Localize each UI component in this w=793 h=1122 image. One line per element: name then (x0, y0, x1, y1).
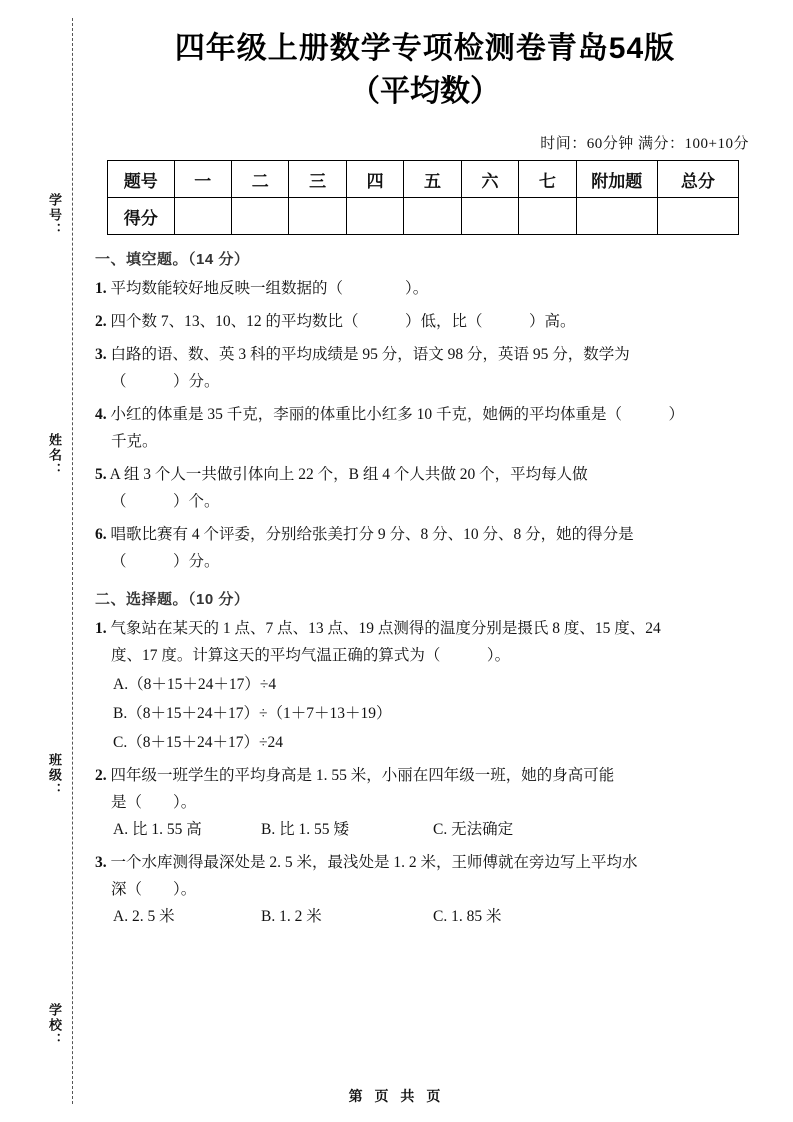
table-row-headers (108, 161, 739, 198)
exam-meta: 时间：60分钟 满分：100+10分 (540, 136, 749, 152)
student-info-side-labels (28, 18, 64, 1104)
question-2-3-option-c[interactable]: C. 1. 85 米 (433, 908, 502, 925)
score-cell-6[interactable] (519, 198, 576, 235)
score-cell-4[interactable] (404, 198, 461, 235)
score-table-col-2: 三 (289, 161, 346, 198)
question-number: 5. (95, 466, 107, 483)
question-1-5 (95, 461, 755, 488)
score-table-col-7: 附加题 (576, 161, 657, 198)
question-2-1-option-c[interactable]: C.（8＋15＋24＋17）÷24 (113, 734, 283, 751)
score-table-row-label-0: 题号 (108, 161, 175, 198)
score-table-row-label-1: 得分 (108, 198, 175, 235)
score-cell-2[interactable] (289, 198, 346, 235)
question-text: 平均数能较好地反映一组数据的（ ）。 (110, 280, 429, 297)
question-1-3-line2: （ ）分。 (111, 373, 220, 390)
question-2-1 (95, 615, 755, 642)
page-title: 四年级上册数学专项检测卷青岛54版 (174, 32, 676, 65)
fold-dashed-line (72, 18, 73, 1104)
score-table-col-4: 五 (404, 161, 461, 198)
question-2-2-options (95, 816, 755, 843)
question-2-1-line2: 度、17 度。计算这天的平均气温正确的算式为（ ）。 (111, 647, 511, 664)
score-table-col-1: 二 (232, 161, 289, 198)
score-table-col-6: 七 (519, 161, 576, 198)
question-text: 四年级一班学生的平均身高是 1. 55 米，小丽在四年级一班，她的身高可能 (110, 767, 615, 784)
side-label-school: 学校： (47, 1003, 62, 1048)
section-heading-fill-blank: 一、填空题。（14 分） (95, 251, 250, 268)
score-table-col-5: 六 (461, 161, 518, 198)
side-label-student-id: 学号： (47, 193, 62, 238)
score-table-col-8: 总分 (657, 161, 738, 198)
score-table-col-0: 一 (174, 161, 231, 198)
question-2-2 (95, 762, 755, 789)
table-row-scores (108, 198, 739, 235)
score-cell-7[interactable] (576, 198, 657, 235)
score-cell-3[interactable] (346, 198, 403, 235)
score-table-col-3: 四 (346, 161, 403, 198)
question-text: 四个数 7、13、10、12 的平均数比（ ）低，比（ ）高。 (110, 313, 576, 330)
page-subtitle: （平均数） (350, 75, 500, 108)
question-number: 1. (95, 620, 107, 637)
question-2-2-line2: 是（ ）。 (111, 794, 197, 811)
question-text: 气象站在某天的 1 点、7 点、13 点、19 点测得的温度分别是摄氏 8 度、15 度、24 (110, 620, 661, 637)
question-2-3-option-b[interactable]: B. 1. 2 米 (261, 908, 322, 925)
question-1-6 (95, 521, 755, 548)
score-cell-8[interactable] (657, 198, 738, 235)
question-2-3-line2: 深（ ）。 (111, 881, 197, 898)
question-1-4 (95, 401, 755, 428)
side-label-class: 班级： (47, 753, 62, 798)
question-text: A 组 3 个人一共做引体向上 22 个，B 组 4 个人共做 20 个，平均每人做 (109, 466, 588, 483)
question-2-1-option-b[interactable]: B.（8＋15＋24＋17）÷（1＋7＋13＋19） (113, 705, 392, 722)
question-1-3 (95, 341, 755, 368)
question-number: 6. (95, 526, 107, 543)
question-1-5-line2: （ ）个。 (111, 493, 220, 510)
score-cell-0[interactable] (174, 198, 231, 235)
question-2-3-option-a[interactable]: A. 2. 5 米 (113, 908, 175, 925)
question-text: 白路的语、数、英 3 科的平均成绩是 95 分，语文 98 分，英语 95 分，数学为 (110, 346, 630, 363)
question-2-1-option-a[interactable]: A.（8＋15＋24＋17）÷4 (113, 676, 277, 693)
side-label-name: 姓名： (47, 433, 62, 478)
page-footer: 第 页 共 页 (348, 1088, 445, 1104)
question-1-6-line2: （ ）分。 (111, 553, 220, 570)
question-text: 唱歌比赛有 4 个评委，分别给张美打分 9 分、8 分、10 分、8 分，她的得分是 (110, 526, 634, 543)
question-2-2-option-b[interactable]: B. 比 1. 55 矮 (261, 821, 349, 838)
question-1-4-line2: 千克。 (111, 433, 158, 450)
question-2-3-options (95, 903, 755, 930)
question-number: 1. (95, 280, 107, 297)
question-text: 小红的体重是 35 千克，李丽的体重比小红多 10 千克，她俩的平均体重是（ ） (110, 406, 685, 423)
question-2-2-option-a[interactable]: A. 比 1. 55 高 (113, 821, 202, 838)
question-1-1 (95, 275, 755, 302)
question-number: 2. (95, 313, 107, 330)
question-number: 4. (95, 406, 107, 423)
question-2-3 (95, 849, 755, 876)
section-heading-multiple-choice: 二、选择题。（10 分） (95, 591, 250, 608)
question-number: 3. (95, 854, 107, 871)
question-number: 2. (95, 767, 107, 784)
question-1-2 (95, 308, 755, 335)
score-table (107, 160, 739, 235)
question-number: 3. (95, 346, 107, 363)
paper-content (95, 28, 755, 930)
question-2-2-option-c[interactable]: C. 无法确定 (433, 821, 514, 838)
score-cell-5[interactable] (461, 198, 518, 235)
score-cell-1[interactable] (232, 198, 289, 235)
question-text: 一个水库测得最深处是 2. 5 米，最浅处是 1. 2 米，王师傅就在旁边写上平均水 (110, 854, 638, 871)
